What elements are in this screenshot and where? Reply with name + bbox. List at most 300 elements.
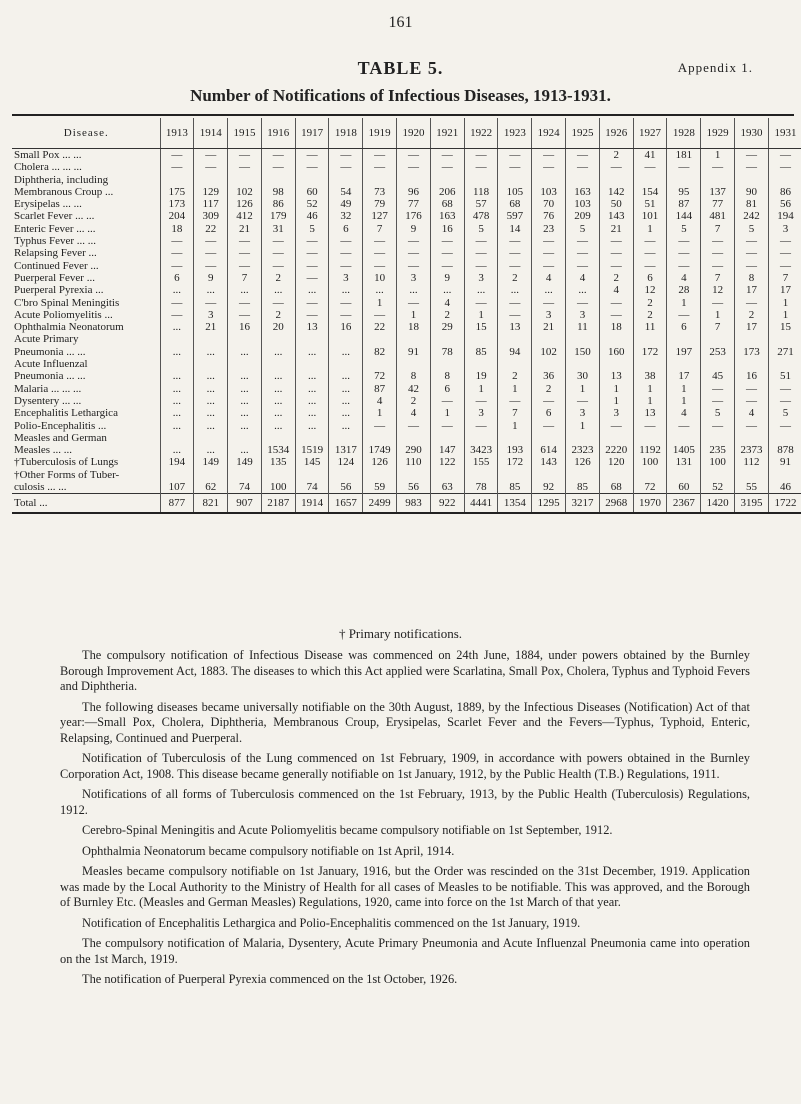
count-cell: 4 [566,272,600,284]
count-cell: — [667,420,701,432]
table-body [12,149,801,514]
count-cell [228,432,262,444]
disease-name: Acute Influenzal [14,358,88,371]
count-cell: — [160,149,194,162]
count-cell: 42 [397,383,431,395]
count-cell: 1 [701,309,735,321]
table-header-row [12,118,801,149]
count-cell: 103 [532,186,566,198]
count-cell [464,432,498,444]
count-cell: 8 [397,370,431,382]
count-cell: — [701,247,735,259]
count-cell: 1 [768,309,801,321]
count-cell: 56 [397,481,431,494]
count-cell: — [498,247,532,259]
count-cell: — [532,149,566,162]
count-cell: — [295,149,329,162]
count-cell: 62 [194,481,228,494]
count-cell: 79 [363,198,397,210]
count-cell [160,469,194,481]
table-row [12,247,801,259]
count-cell [363,432,397,444]
count-cell: 179 [261,210,295,222]
count-cell: — [633,247,667,259]
disease-name: Measles ... ... [14,444,73,457]
disease-name: Enteric Fever ... ... [14,222,96,235]
count-cell: ... [160,284,194,296]
count-cell: — [701,161,735,173]
count-cell: — [768,161,801,173]
count-cell: — [228,161,262,173]
count-cell: — [329,161,363,173]
count-cell [329,432,363,444]
disease-column-header: Disease. [12,118,160,149]
table-row [12,370,801,382]
count-cell: — [295,309,329,321]
count-cell: 82 [363,346,397,358]
count-cell: 91 [768,456,801,468]
count-cell [430,432,464,444]
count-cell: 1 [566,383,600,395]
table-row [12,456,801,468]
count-cell: 7 [498,407,532,419]
count-cell: ... [329,383,363,395]
count-cell: 3 [566,309,600,321]
count-cell: — [194,149,228,162]
count-cell: 31 [261,223,295,235]
count-cell [194,469,228,481]
count-cell [228,358,262,370]
count-cell: 309 [194,210,228,222]
count-cell: — [261,149,295,162]
count-cell: 20 [261,321,295,333]
count-cell [768,174,801,186]
count-cell [701,358,735,370]
count-cell: 3 [464,407,498,419]
count-cell: 76 [532,210,566,222]
count-cell: — [397,260,431,272]
note-paragraph: Notification of Encephalitis Lethargica and Polio-Encephalitis commenced on the 1st January, 1919. [82,915,581,930]
count-cell: 1 [498,420,532,432]
count-cell: — [329,309,363,321]
count-cell: 1 [599,383,633,395]
count-cell [464,469,498,481]
disease-name: Encephalitis Lethargica [14,407,118,420]
table-row [12,407,801,419]
count-cell: — [464,420,498,432]
count-cell: 11 [633,321,667,333]
count-cell: 4 [667,272,701,284]
count-cell: — [329,260,363,272]
count-cell: 1 [633,395,667,407]
note-paragraph: The notification of Puerperal Pyrexia commenced on the 1st October, 1926. [82,972,458,986]
disease-name: Puerperal Pyrexia ... [14,284,104,297]
count-cell: ... [194,420,228,432]
table-row [12,383,801,395]
count-cell: — [160,260,194,272]
count-cell: — [261,161,295,173]
count-cell: 3 [532,309,566,321]
count-cell: 6 [329,223,363,235]
year-header: 1921 [430,118,464,149]
count-cell: 126 [228,198,262,210]
count-cell [768,358,801,370]
count-cell: ... [295,383,329,395]
count-cell: — [566,297,600,309]
count-cell: 155 [464,456,498,468]
count-cell: ... [329,407,363,419]
count-cell: 72 [633,481,667,494]
count-cell: 2 [430,309,464,321]
count-cell: 1749 [363,444,397,456]
count-cell [464,333,498,345]
count-cell: 143 [532,456,566,468]
count-cell: 160 [599,346,633,358]
count-cell: 412 [228,210,262,222]
count-cell: — [228,235,262,247]
count-cell [735,469,769,481]
count-cell [599,333,633,345]
count-cell: — [363,309,397,321]
count-cell: 6 [667,321,701,333]
count-cell: 29 [430,321,464,333]
count-cell: — [566,260,600,272]
table-row [12,358,801,370]
count-cell: 4 [397,407,431,419]
year-header: 1919 [363,118,397,149]
note-paragraph: The compulsory notification of Malaria, Dysentery, Acute Primary Pneumonia and Acute Influenzal Pneumonia came into operation on the 1st March, 1919. [60,936,750,966]
count-cell: ... [295,407,329,419]
count-cell: — [295,247,329,259]
count-cell [768,333,801,345]
count-cell [768,432,801,444]
count-cell: ... [329,420,363,432]
count-cell: ... [228,444,262,456]
count-cell: 2323 [566,444,600,456]
count-cell: ... [194,383,228,395]
count-cell: — [735,297,769,309]
count-cell: — [430,420,464,432]
count-cell: ... [160,407,194,419]
count-cell: 16 [430,223,464,235]
count-cell: — [768,235,801,247]
count-cell: 3 [768,223,801,235]
count-cell: — [701,297,735,309]
count-cell: ... [295,284,329,296]
year-header: 1915 [228,118,262,149]
note-paragraph: Notification of Tuberculosis of the Lung commenced on 1st February, 1909, in accordance with powers obtained in the Burnley Corporation Act, 1908. This disease became generally notifiable on 1st January, 1912, by the Public Health (T.B.) Regulations, 1911. [60,751,750,781]
count-cell: 85 [498,481,532,494]
count-cell: ... [261,284,295,296]
count-cell: 1534 [261,444,295,456]
count-cell: — [566,161,600,173]
count-cell: — [194,235,228,247]
count-cell [701,469,735,481]
count-cell: 271 [768,346,801,358]
count-cell: 137 [701,186,735,198]
count-cell [532,469,566,481]
count-cell: 131 [667,456,701,468]
count-cell [498,333,532,345]
count-cell [295,432,329,444]
count-cell: 4 [735,407,769,419]
count-cell: 597 [498,210,532,222]
table-row [12,432,801,444]
count-cell: — [397,297,431,309]
count-cell: 1 [363,407,397,419]
count-cell: 150 [566,346,600,358]
year-header: 1930 [735,118,769,149]
count-cell: 3 [329,272,363,284]
count-cell: 1 [667,383,701,395]
count-cell: 5 [735,223,769,235]
count-cell: — [532,247,566,259]
year-header: 1916 [261,118,295,149]
count-cell: 877 [160,494,194,514]
count-cell: ... [194,370,228,382]
count-cell: 1317 [329,444,363,456]
count-cell: ... [160,383,194,395]
count-cell: 126 [363,456,397,468]
count-cell: ... [228,284,262,296]
count-cell: 2 [261,272,295,284]
count-cell: ... [295,395,329,407]
count-cell: — [194,161,228,173]
count-cell: 143 [599,210,633,222]
count-cell: 2 [735,309,769,321]
count-cell: — [160,309,194,321]
count-cell: 7 [768,272,801,284]
table-row [12,235,801,247]
count-cell: — [768,149,801,162]
count-cell: — [532,161,566,173]
count-cell: — [768,383,801,395]
count-cell: 112 [735,456,769,468]
count-cell: ... [498,284,532,296]
count-cell [701,432,735,444]
count-cell: ... [160,346,194,358]
count-cell: ... [228,346,262,358]
count-cell: ... [329,395,363,407]
count-cell: — [599,161,633,173]
count-cell: 13 [295,321,329,333]
count-cell [633,333,667,345]
count-cell [160,333,194,345]
count-cell: 94 [498,346,532,358]
count-cell: — [566,247,600,259]
count-cell: 145 [295,456,329,468]
count-cell: ... [160,321,194,333]
count-cell [430,174,464,186]
count-cell [566,358,600,370]
appendix-label: Appendix 1. [677,60,753,75]
count-cell: 194 [160,456,194,468]
count-cell: 120 [599,456,633,468]
count-cell: — [261,260,295,272]
count-cell [498,432,532,444]
count-cell: 117 [194,198,228,210]
count-cell: 12 [701,284,735,296]
count-cell: 2 [599,272,633,284]
count-cell [160,358,194,370]
note-paragraph: Ophthalmia Neonatorum became compulsory notifiable on 1st April, 1914. [82,843,455,858]
count-cell: — [397,235,431,247]
count-cell: 1970 [633,494,667,514]
count-cell: ... [261,407,295,419]
count-cell [194,333,228,345]
count-cell [735,432,769,444]
note-paragraph: Cerebro-Spinal Meningitis and Acute Poliomyelitis became compulsory notifiable on 1st September, 1912. [82,823,613,837]
count-cell: — [228,247,262,259]
count-cell: 87 [667,198,701,210]
count-cell [228,469,262,481]
table-row [12,161,801,173]
count-cell: ... [430,284,464,296]
count-cell: — [261,235,295,247]
top-rule [12,114,794,116]
count-cell: 23 [532,223,566,235]
count-cell: 1 [768,297,801,309]
count-cell [194,358,228,370]
count-cell: — [498,309,532,321]
count-cell: — [464,235,498,247]
count-cell: — [430,260,464,272]
count-cell: 45 [701,370,735,382]
count-cell: 21 [228,223,262,235]
count-cell: — [397,149,431,162]
count-cell: ... [329,370,363,382]
count-cell: 100 [261,481,295,494]
notifications-table [12,118,801,514]
count-cell: 70 [532,198,566,210]
count-cell: — [228,260,262,272]
count-cell: 72 [363,370,397,382]
count-cell: 193 [498,444,532,456]
count-cell: 85 [464,346,498,358]
count-cell: — [498,395,532,407]
count-cell [261,469,295,481]
count-cell: 74 [228,481,262,494]
year-header: 1924 [532,118,566,149]
count-cell: 87 [363,383,397,395]
disease-name: Puerperal Fever ... [14,271,95,284]
count-cell [329,174,363,186]
count-cell: 13 [599,370,633,382]
count-cell: 21 [532,321,566,333]
count-cell: ... [329,346,363,358]
count-cell: 197 [667,346,701,358]
count-cell: 878 [768,444,801,456]
count-cell [160,432,194,444]
count-cell [566,333,600,345]
count-cell: 7 [701,272,735,284]
count-cell: — [735,260,769,272]
count-cell: 127 [363,210,397,222]
count-cell [532,358,566,370]
count-cell: 173 [160,198,194,210]
count-cell [667,432,701,444]
count-cell: 253 [701,346,735,358]
count-cell: 60 [295,186,329,198]
table-row [12,481,801,494]
disease-name: culosis ... ... [14,481,67,494]
count-cell [464,358,498,370]
count-cell: ... [160,420,194,432]
count-cell: — [633,161,667,173]
count-cell [261,358,295,370]
count-cell: — [464,395,498,407]
count-cell: 142 [599,186,633,198]
count-cell: — [532,297,566,309]
year-header: 1927 [633,118,667,149]
table-row [12,186,801,198]
count-cell [667,174,701,186]
count-cell: 1354 [498,494,532,514]
count-cell: 55 [735,481,769,494]
count-cell: 481 [701,210,735,222]
count-cell: 242 [735,210,769,222]
count-cell: — [768,395,801,407]
count-cell: — [430,149,464,162]
count-cell: 1 [599,395,633,407]
count-cell: — [363,260,397,272]
count-cell: 36 [532,370,566,382]
disease-name: Membranous Croup ... [14,185,114,198]
count-cell: 172 [498,456,532,468]
count-cell: — [735,235,769,247]
count-cell: — [228,297,262,309]
count-cell: — [566,395,600,407]
count-cell [498,174,532,186]
count-cell: — [261,297,295,309]
disease-name: Pneumonia ... ... [14,345,86,358]
count-cell: 175 [160,186,194,198]
count-cell: 52 [701,481,735,494]
count-cell: 5 [667,223,701,235]
count-cell: 2 [397,395,431,407]
count-cell: ... [363,284,397,296]
count-cell: 103 [566,198,600,210]
table-row [12,198,801,210]
count-cell: — [363,235,397,247]
count-cell: — [735,420,769,432]
disease-name: Ophthalmia Neonatorum [14,321,124,334]
count-cell: 18 [160,223,194,235]
count-cell: 21 [599,223,633,235]
count-cell: 118 [464,186,498,198]
table-label: TABLE 5. [357,58,444,78]
count-cell: ... [566,284,600,296]
table-row [12,284,801,296]
count-cell [735,174,769,186]
count-cell: — [228,149,262,162]
count-cell: 1914 [295,494,329,514]
count-cell [566,432,600,444]
count-cell: 14 [498,223,532,235]
note-paragraph: The following diseases became universally notifiable on the 30th August, 1889, by the Infectious Diseases (Notification) Act of that year:—Small Pox, Cholera, Diphtheria, Membranous Croup, Erysipelas, Scarlet Fever and the Fevers—Typhus, Typhoid, Enteric, Relapsing, Continued and Puerperal. [60,699,750,745]
count-cell: 3 [599,407,633,419]
count-cell: 7 [701,223,735,235]
count-cell [633,469,667,481]
count-cell: 1519 [295,444,329,456]
count-cell: — [599,235,633,247]
count-cell: — [633,260,667,272]
count-cell: 7 [701,321,735,333]
table-row [12,309,801,321]
count-cell: — [667,235,701,247]
count-cell: 2 [599,149,633,162]
count-cell: 7 [228,272,262,284]
